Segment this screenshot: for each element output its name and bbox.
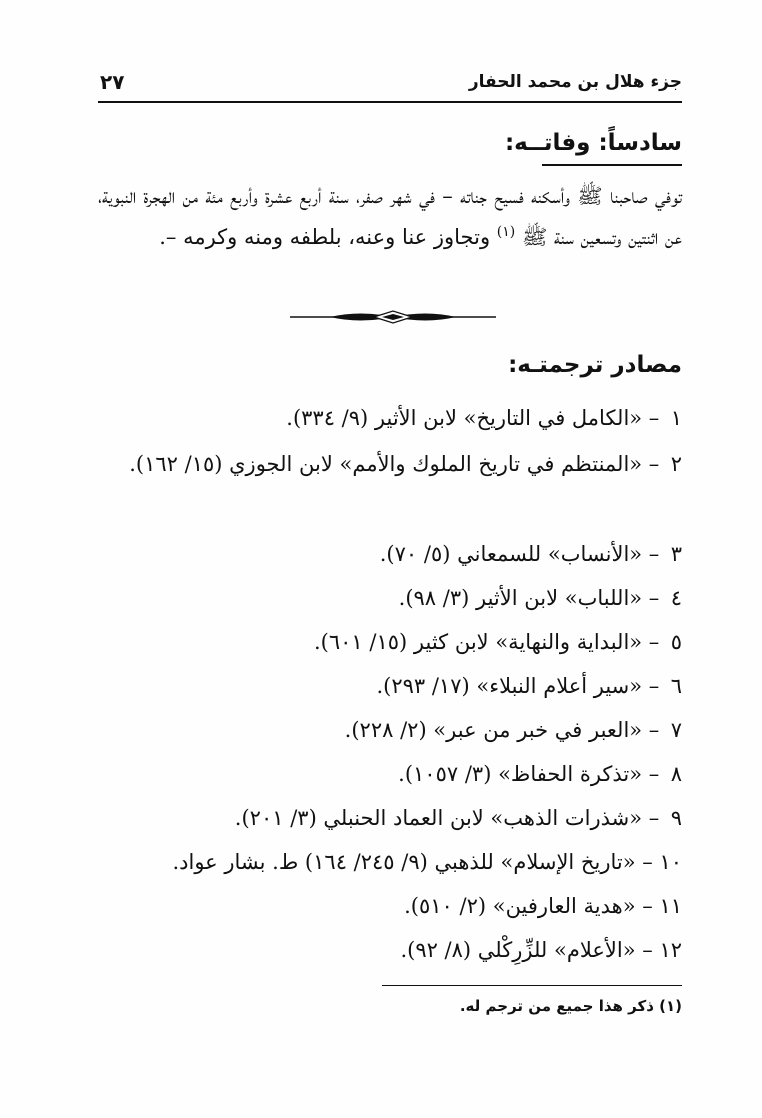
item-text: – «العبر في خبر من عبر» (٢/ ٢٢٨). xyxy=(344,718,660,742)
section-heading-death: سادساً: وفاتــه: xyxy=(504,130,682,156)
item-text: – «هدية العارفين» (٢/ ٥١٠). xyxy=(404,894,653,918)
item-number: ٨ xyxy=(670,762,682,786)
source-item xyxy=(98,886,682,930)
running-title: جزء هلال بن محمد الحفار xyxy=(468,72,682,92)
item-text: – «تذكرة الحفاظ» (٣/ ١٠٥٧). xyxy=(398,762,660,786)
item-number: ٣ xyxy=(670,542,682,566)
item-number: ١٠ xyxy=(659,850,682,874)
item-number: ٦ xyxy=(670,674,682,698)
death-paragraph xyxy=(98,176,682,258)
footnote-divider xyxy=(382,985,682,986)
item-number: ٧ xyxy=(670,718,682,742)
item-number: ٥ xyxy=(670,630,682,654)
source-item xyxy=(98,442,682,534)
item-text: – «البداية والنهاية» لابن كثير (١٥/ ٦٠١). xyxy=(314,630,660,654)
item-text: – «الأعلام» للزِّرِكْلي (٨/ ٩٢). xyxy=(400,938,653,962)
header-divider xyxy=(98,101,682,103)
source-item xyxy=(98,798,682,842)
source-item xyxy=(98,930,682,974)
footnote-marker: (١) xyxy=(496,224,516,240)
source-item xyxy=(98,710,682,754)
item-text: – «المنتظم في تاريخ الملوك والأمم» لابن الجوزي (١٥/ ١٦٢). xyxy=(129,452,660,476)
item-text: – «تاريخ الإسلام» للذهبي (٩/ ٢٤٥/ ١٦٤) ط. بشار عواد. xyxy=(172,850,653,874)
sources-list xyxy=(98,398,682,974)
item-number: ١ xyxy=(670,406,682,430)
source-item xyxy=(98,398,682,442)
running-header xyxy=(98,68,682,102)
item-text: – «الكامل في التاريخ» لابن الأثير (٩/ ٣٣٤). xyxy=(286,406,660,430)
item-text: – «الأنساب» للسمعاني (٥/ ٧٠). xyxy=(379,542,660,566)
item-number: ٩ xyxy=(670,806,682,830)
section-heading-sources: مصادر ترجمتـه: xyxy=(508,352,682,378)
item-number: ١١ xyxy=(659,894,682,918)
source-item xyxy=(98,534,682,578)
paragraph-text-a: توفي صاحبنا ﷺ وأسكنه فسيح جناته – في شهر صفر، سنة أربع عشرة وأربع مئة من الهجرة النبوية، عن اثنتين وتسعين سنة ﷺ xyxy=(98,184,682,249)
heading-underline xyxy=(542,164,682,166)
item-text: – «اللباب» لابن الأثير (٣/ ٩٨). xyxy=(398,586,660,610)
source-item xyxy=(98,666,682,710)
page-number: ٢٧ xyxy=(100,70,125,94)
item-number: ١٢ xyxy=(659,938,682,962)
footnote: (١) ذكر هذا جميع من ترجم له. xyxy=(459,997,682,1015)
item-number: ٤ xyxy=(670,586,682,610)
item-text: – «شذرات الذهب» لابن العماد الحنبلي (٣/ ٢٠١). xyxy=(234,806,660,830)
source-item xyxy=(98,622,682,666)
source-item xyxy=(98,578,682,622)
item-number: ٢ xyxy=(670,452,682,476)
item-text: – «سير أعلام النبلاء» (١٧/ ٢٩٣). xyxy=(376,674,660,698)
paragraph-text-b: وتجاوز عنا وعنه، بلطفه ومنه وكرمه –. xyxy=(159,225,491,249)
source-item xyxy=(98,754,682,798)
ornament-divider xyxy=(290,309,496,325)
source-item xyxy=(98,842,682,886)
